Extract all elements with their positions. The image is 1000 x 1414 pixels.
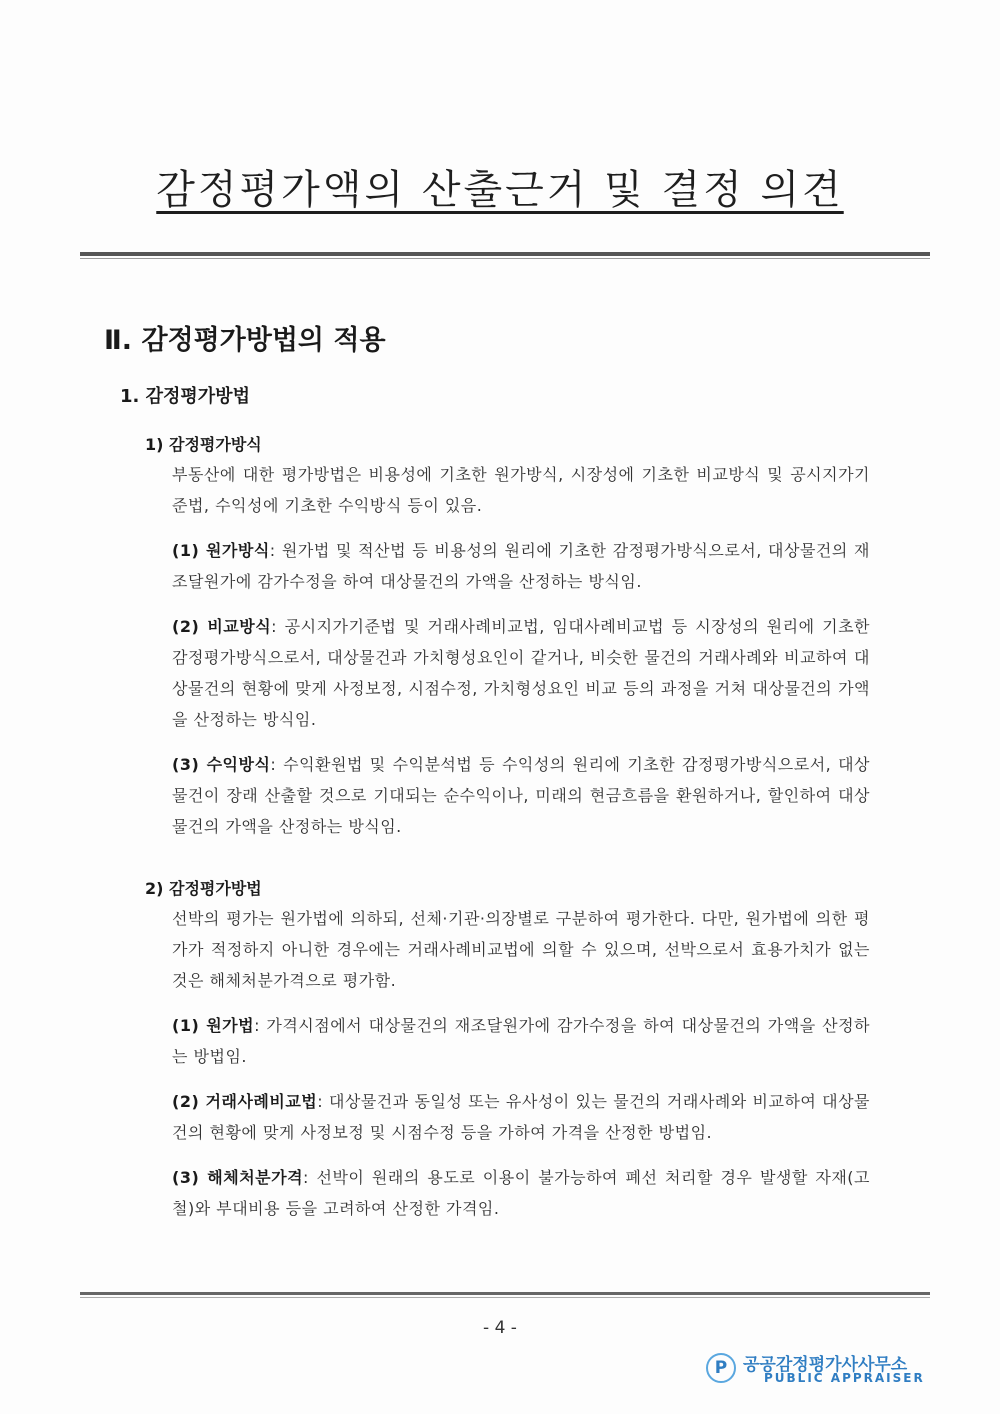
top-divider	[80, 252, 930, 259]
item-text: : 공시지가기준법 및 거래사례비교법, 임대사례비교법 등 시장성의 원리에 기초한 감정평가방식으로서, 대상물건과 가치형성요인이 같거나, 비슷한 물건의 거래사례와 비교하여 대상물건의 현황에 맞게 사정보정, 시점수정, 가치형성요인 비교 등의 과정을 거쳐 대상물건의 가액을 산정하는 방식임.	[172, 617, 870, 729]
logo-korean-name: 공공감정평가사사무소	[743, 1355, 908, 1375]
item-text: : 수익환원법 및 수익분석법 등 수익성의 원리에 기초한 감정평가방식으로서, 대상물건이 장래 산출할 것으로 기대되는 순수익이나, 미래의 현금흐름을 환원하거나, 할인하여 대상물건의 가액을 산정하는 방식임.	[172, 755, 870, 836]
logo-p-icon: P	[706, 1353, 736, 1383]
list-item	[172, 611, 870, 735]
block-heading: 1) 감정평가방식	[145, 435, 262, 454]
page-number: - 4 -	[483, 1318, 517, 1338]
company-logo	[706, 1350, 936, 1390]
item-term: (2) 거래사례비교법	[172, 1092, 318, 1111]
list-item	[172, 1162, 870, 1224]
block-heading: 2) 감정평가방법	[145, 879, 262, 898]
item-term: (1) 원가법	[172, 1016, 255, 1035]
list-item	[172, 749, 870, 842]
list-item	[172, 1010, 870, 1072]
document-title-text: 감정평가액의 산출근거 및 결정 의견	[156, 167, 844, 213]
item-term: (2) 비교방식	[172, 617, 272, 636]
block-intro: 부동산에 대한 평가방법은 비용성에 기초한 원가방식, 시장성에 기초한 비교방식 및 공시지가기준법, 수익성에 기초한 수익방식 등이 있음.	[172, 465, 870, 515]
method-details-block	[145, 876, 870, 1224]
document-title	[0, 158, 1000, 215]
item-term: (3) 해체처분가격	[172, 1168, 304, 1187]
item-text: : 가격시점에서 대상물건의 재조달원가에 감가수정을 하여 대상물건의 가액을 산정하는 방법임.	[172, 1016, 870, 1066]
section-heading: Ⅱ. 감정평가방법의 적용	[104, 325, 386, 356]
item-term: (3) 수익방식	[172, 755, 271, 774]
item-term: (1) 원가방식	[172, 541, 270, 560]
method-approaches-block	[145, 432, 870, 842]
item-text: : 원가법 및 적산법 등 비용성의 원리에 기초한 감정평가방식으로서, 대상물건의 재조달원가에 감가수정을 하여 대상물건의 가액을 산정하는 방식임.	[172, 541, 871, 591]
logo-english-name: PUBLIC APPRAISER	[764, 1371, 925, 1385]
list-item	[172, 535, 870, 597]
item-text: : 선박이 원래의 용도로 이용이 불가능하여 폐선 처리할 경우 발생할 자재(고철)와 부대비용 등을 고려하여 산정한 가격임.	[172, 1168, 870, 1218]
item-text: : 대상물건과 동일성 또는 유사성이 있는 물건의 거래사례와 비교하여 대상물건의 현황에 맞게 사정보정 및 시점수정 등을 가하여 가격을 산정한 방법임.	[172, 1092, 870, 1142]
bottom-divider	[80, 1292, 930, 1298]
subsection-heading: 1. 감정평가방법	[120, 386, 250, 407]
block-intro: 선박의 평가는 원가법에 의하되, 선체·기관·의장별로 구분하여 평가한다. 다만, 원가법에 의한 평가가 적정하지 아니한 경우에는 거래사례비교법에 의할 수 있으며, 선박으로서 효용가치가 없는 것은 해체처분가격으로 평가함.	[172, 909, 870, 990]
list-item	[172, 1086, 870, 1148]
